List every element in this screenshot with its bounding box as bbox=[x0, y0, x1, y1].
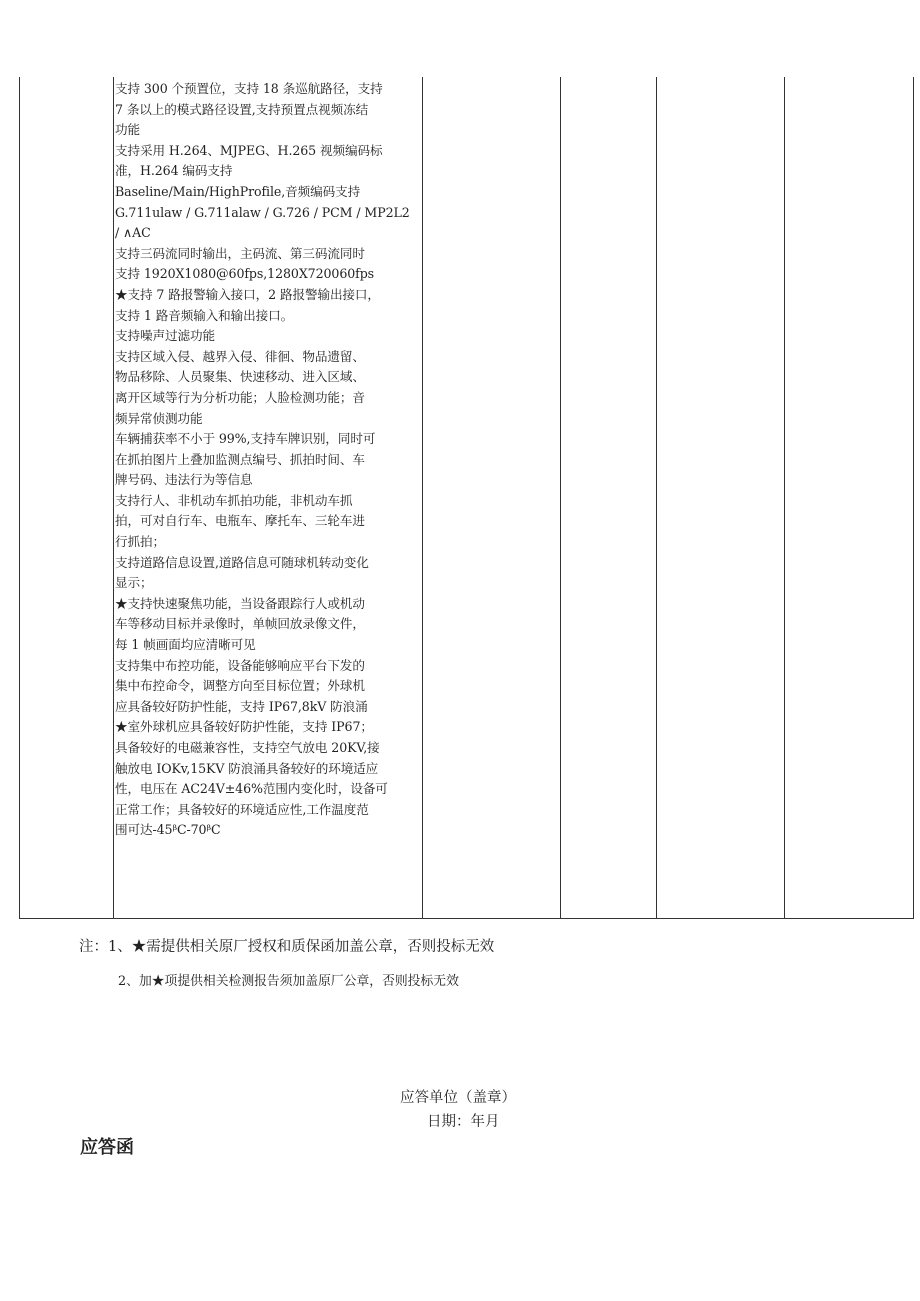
spec-line: 性，电压在 AC24V±46%范围内变化时，设备可 bbox=[115, 781, 388, 797]
spec-line: 在抓拍图片上叠加监测点编号、抓拍时间、车 bbox=[115, 451, 365, 467]
spec-line: 触放电 IOKv,15KV 防浪涌具备较好的环境适应 bbox=[115, 760, 379, 776]
spec-line: 支持行人、非机动车抓拍功能，非机动车抓 bbox=[115, 492, 353, 508]
table-border-bottom bbox=[19, 918, 914, 919]
section-heading: 应答函 bbox=[80, 1137, 134, 1158]
spec-line: 车辆捕获率不小于 99%,支持车牌识别，同时可 bbox=[115, 431, 376, 447]
spec-cell-text bbox=[115, 79, 420, 841]
spec-line: 行抓拍； bbox=[115, 534, 165, 550]
spec-line: 具备较好的电磁兼容性，支持空气放电 20KV,接 bbox=[115, 740, 380, 755]
spec-line: G.711ulaw / G.711alaw / G.726 / PCM / MP2L2 bbox=[115, 204, 410, 220]
spec-line: 离开区域等行为分析功能；人脸检测功能；音 bbox=[115, 389, 365, 405]
respondent-unit-label: 应答单位（盖章） bbox=[400, 1090, 516, 1106]
spec-line: 频异常侦测功能 bbox=[115, 410, 203, 426]
spec-line: 功能 bbox=[115, 122, 140, 138]
spec-line: ★支持快速聚焦功能，当设备跟踪行人或机动 bbox=[115, 595, 365, 611]
spec-line: 支持三码流同时输出，主码流、第三码流同时 bbox=[115, 245, 365, 261]
spec-line: 支持区域入侵、越界入侵、徘徊、物品遗留、 bbox=[115, 348, 365, 364]
spec-line: 支持 300 个预置位，支持 18 条巡航路径，支持 bbox=[115, 81, 383, 96]
spec-line: 牌号码、违法行为等信息 bbox=[115, 472, 253, 488]
table-col-divider bbox=[784, 77, 785, 919]
spec-line: 物品移除、人员聚集、快速移动、进入区域、 bbox=[115, 369, 365, 385]
table-col-divider bbox=[656, 77, 657, 919]
spec-line: ★室外球机应具备较好防护性能，支持 IP67； bbox=[115, 719, 373, 735]
spec-line: 应具备较好防护性能，支持 IP67,8kV 防浪涌 bbox=[115, 698, 368, 714]
spec-line: 拍，可对自行车、电瓶车、摩托车、三轮车进 bbox=[115, 513, 365, 529]
spec-line: Baseline/Main/HighProfile,音频编码支持 bbox=[115, 183, 361, 199]
spec-line: 支持集中布控功能，设备能够响应平台下发的 bbox=[115, 657, 365, 673]
spec-line: 集中布控命令，调整方向至目标位置；外球机 bbox=[115, 678, 365, 694]
spec-line: 7 条以上的模式路径设置,支持预置点视频冻结 bbox=[115, 101, 369, 117]
spec-line: 车等移动目标并录像时，单帧回放录像文件， bbox=[115, 616, 365, 632]
spec-line: / ∧AC bbox=[115, 225, 151, 241]
note-2: 2、加★项提供相关检测报告须加盖原厂公章，否则投标无效 bbox=[118, 974, 459, 989]
spec-line: 支持噪声过滤功能 bbox=[115, 328, 215, 344]
table-col-divider bbox=[560, 77, 561, 919]
spec-line: 围可达-45ᵝC-70ᵝC bbox=[115, 822, 221, 838]
spec-line: 准，H.264 编码支持 bbox=[115, 163, 233, 179]
spec-line: 支持 1920X1080@60fps,1280X720060fps bbox=[115, 266, 375, 282]
spec-line: 支持道路信息设置,道路信息可随球机转动变化 bbox=[115, 554, 369, 570]
table-col-divider bbox=[422, 77, 423, 919]
date-label: 日期：年月 bbox=[427, 1114, 500, 1130]
table-border-right bbox=[913, 77, 914, 919]
spec-line: 正常工作；具备较好的环境适应性,工作温度范 bbox=[115, 801, 369, 817]
spec-line: ★支持 7 路报警输入接口，2 路报警输出接口， bbox=[115, 286, 380, 302]
table-col-divider bbox=[113, 77, 114, 919]
spec-line: 显示； bbox=[115, 575, 153, 591]
note-1: 注：1、★需提供相关原厂授权和质保函加盖公章，否则投标无效 bbox=[79, 939, 495, 955]
spec-line: 支持 1 路音频输入和输出接口。 bbox=[115, 307, 294, 323]
spec-line: 每 1 帧画面均应清晰可见 bbox=[115, 637, 256, 653]
table-border-left bbox=[19, 77, 20, 919]
spec-line: 支持采用 H.264、MJPEG、H.265 视频编码标 bbox=[115, 142, 383, 158]
